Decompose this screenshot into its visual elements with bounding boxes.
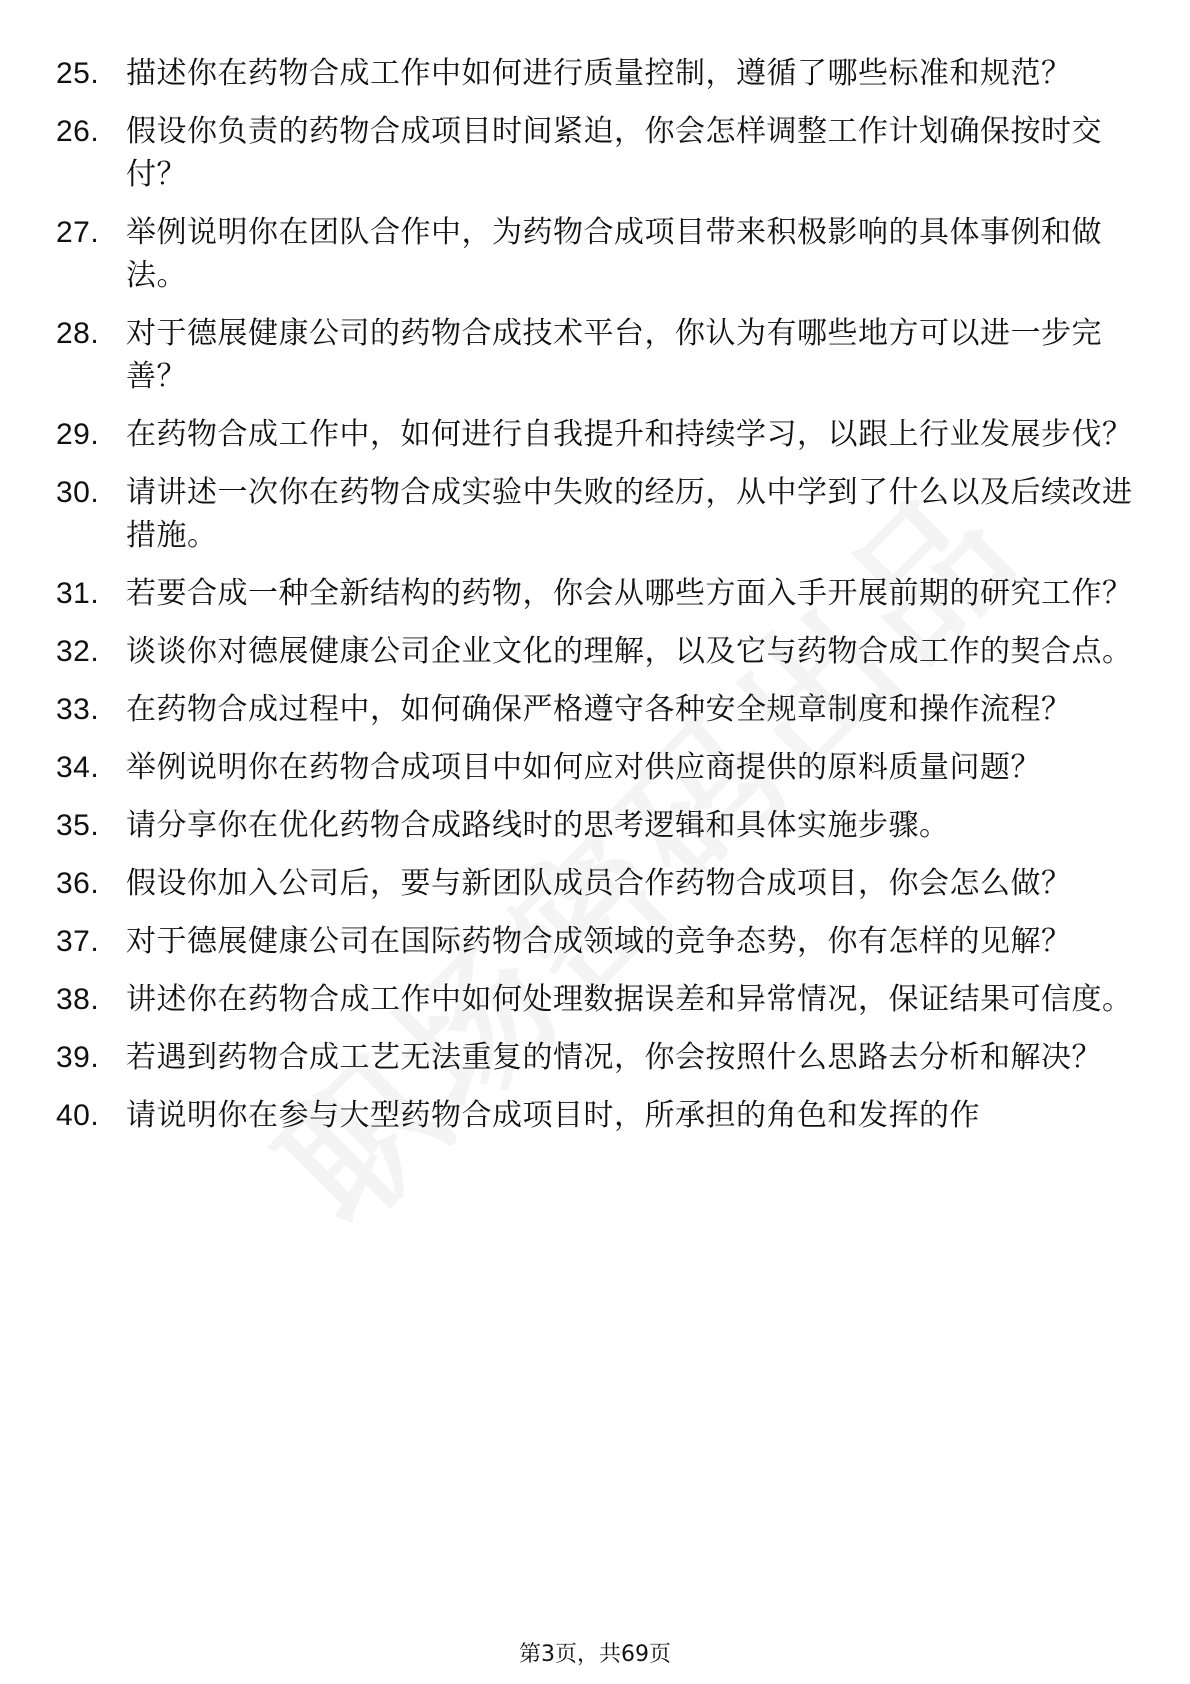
list-item [56,746,1136,789]
page-footer [0,1640,1190,1670]
list-item [56,688,1136,731]
list-item [56,1094,1136,1137]
question-number: 31. [56,577,100,610]
question-number: 30. [56,476,100,509]
page-number-label: 第3页，共69页 [519,1642,671,1667]
list-item [56,978,1136,1021]
list-item [56,413,1136,456]
question-text: 对于德展健康公司在国际药物合成领域的竞争态势，你有怎样的见解？ [126,924,1072,959]
question-text: 请分享你在优化药物合成路线时的思考逻辑和具体实施步骤。 [126,808,950,843]
question-number: 34. [56,751,100,784]
question-number: 25. [56,57,100,90]
question-text: 讲述你在药物合成工作中如何处理数据误差和异常情况，保证结果可信度。 [126,982,1133,1017]
question-text: 举例说明你在药物合成项目中如何应对供应商提供的原料质量问题？ [126,750,1041,785]
question-number: 29. [56,418,100,451]
question-number: 40. [56,1099,100,1132]
question-text: 若遇到药物合成工艺无法重复的情况，你会按照什么思路去分析和解决？ [126,1040,1102,1075]
question-text: 举例说明你在团队合作中，为药物合成项目带来积极影响的具体事例和做法。 [126,215,1102,293]
question-number: 35. [56,809,100,842]
list-item [56,312,1136,398]
question-text: 谈谈你对德展健康公司企业文化的理解，以及它与药物合成工作的契合点。 [126,634,1133,669]
list-item [56,862,1136,905]
question-text: 假设你加入公司后，要与新团队成员合作药物合成项目，你会怎么做？ [126,866,1072,901]
question-number: 26. [56,115,100,148]
question-text: 在药物合成工作中，如何进行自我提升和持续学习，以跟上行业发展步伐？ [126,417,1133,452]
question-number: 36. [56,867,100,900]
list-item [56,52,1136,95]
list-item [56,1036,1136,1079]
question-text: 请说明你在参与大型药物合成项目时，所承担的角色和发挥的作 [126,1098,980,1133]
question-text: 请讲述一次你在药物合成实验中失败的经历，从中学到了什么以及后续改进措施。 [126,475,1133,553]
list-item [56,572,1136,615]
question-number: 32. [56,635,100,668]
question-text: 对于德展健康公司的药物合成技术平台，你认为有哪些地方可以进一步完善？ [126,316,1102,394]
question-number: 27. [56,216,100,249]
question-text: 假设你负责的药物合成项目时间紧迫，你会怎样调整工作计划确保按时交付？ [126,114,1102,192]
list-item [56,630,1136,673]
question-number: 28. [56,317,100,350]
question-number: 37. [56,925,100,958]
question-number: 38. [56,983,100,1016]
list-item [56,110,1136,196]
question-text: 在药物合成过程中，如何确保严格遵守各种安全规章制度和操作流程？ [126,692,1072,727]
question-number: 39. [56,1041,100,1074]
list-item [56,804,1136,847]
question-list [56,52,1136,1152]
question-text: 描述你在药物合成工作中如何进行质量控制，遵循了哪些标准和规范？ [126,56,1072,91]
list-item [56,920,1136,963]
question-text: 若要合成一种全新结构的药物，你会从哪些方面入手开展前期的研究工作？ [126,576,1133,611]
list-item [56,471,1136,557]
question-number: 33. [56,693,100,726]
list-item [56,211,1136,297]
